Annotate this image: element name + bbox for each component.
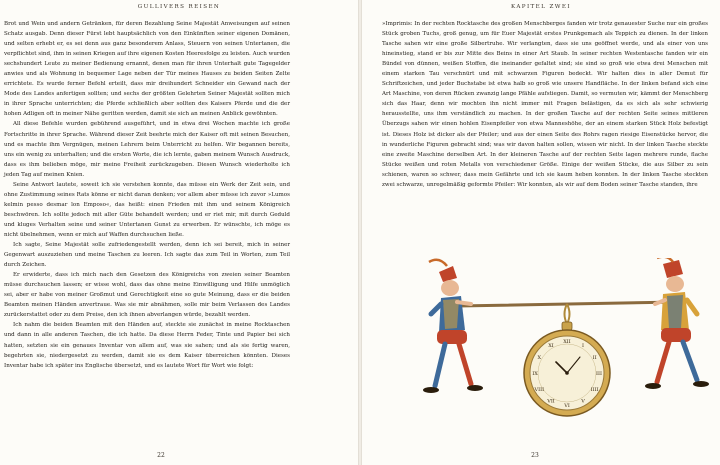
left-carrier-figure — [423, 260, 483, 393]
paragraph: Seine Antwort lautete, soweit ich sie verstehen konnte, das müsse ein Werk der Zeit sein, und ohne Zustimmung seines Rats könne er nicht daran denken; vor allem aber müsse ich zuvor »Lumos kelmin pesso desmar lon Emposo«, das heißt: einen Frieden mit ihm und seinem Königreich beschwören. Ich sollte jedoch mit aller Güte behandelt werden; und er riet mir, mit durch Geduld und kluges Verhalten seine und seiner Untertanen Gunst zu erwerben. Er wünschte, ich möge es nicht übelnehmen, wenn er mich auf Waffen durchsuchen ließe. — [4, 181, 290, 238]
right-page-text — [382, 19, 708, 190]
clock-numeral: III — [596, 370, 602, 377]
clock-numeral: VIII — [534, 386, 545, 393]
right-page — [362, 0, 720, 465]
paragraph: Ich sagte, Seine Majestät solle zufriedengestellt werden, denn ich sei bereit, mich in seiner Gegenwart auszuziehen und meine Taschen zu leeren. Ich sagte das zum Teil in Worten, zum Teil durch Zeichen. — [4, 242, 290, 269]
clock-numeral: V — [581, 398, 585, 405]
illustration-lilliputians-carrying-watch — [417, 258, 717, 448]
running-head-right: KAPITEL ZWEI — [510, 4, 571, 10]
left-page — [0, 0, 358, 465]
clock-numeral: X — [537, 354, 542, 361]
pocket-watch — [524, 304, 610, 416]
clock-numeral: XI — [548, 343, 554, 350]
clock-numeral: XII — [563, 338, 571, 345]
clock-numeral: VII — [547, 398, 555, 405]
right-carrier-figure — [645, 258, 709, 389]
clock-numeral: I — [582, 343, 584, 350]
paragraph: »Imprimis: In der rechten Rocktasche des großen Menschberges fanden wir trotz genauester Suche nur ein großes Stück groben Tuchs, groß genug, um für Euer Majestät erstes Prunkgemach als Teppich zu dienen. In der linken Tasche sahen wir eine große Silbertruhe. Wir verlangten, dass sie uns geöffnet werde, und als einer von uns hineinstieg, stand er bis zur Mitte des Beins in einer Art Staub. In seiner rechten Westentasche fanden wir ein Bündel von dünnen, weißen Stoffen, die ineinander gefaltet sind; sie sind so groß wie etwa drei Menschen mit einem starken Tau verschnürt und mit schwarzen Figuren bedeckt. Wir halten dies in aller Demut für Schriftzeichen, und jeder Buchstabe ist etwa halb so groß wie unsere Handfläche. In der linken befand sich eine Art Maschine, von deren Rücken zwanzig lange Pfähle aufstiegen. Damit, so vermuten wir, kämmt der Menschberg sich das Haar, denn wir mochten ihn nicht immer mit Fragen belästigen, da es sich als sehr schwierig herausstellte, uns ihm verständlich zu machen. In der großen Tasche auf der rechten Seite seines mittleren Überzugs sahen wir einen hohlen Eisenpfeiler von etwa Manneshöhe, der an einem starken Stück Holz befestigt ist. Dieses Holz ist dicker als der Pfeiler; und aus der einen Seite des Rohrs ragen riesige Eisenstücke hervor, die in wunderliche Figuren gebracht sind; was wir davon halten sollen, wissen wir nicht. In der linken Tasche steckte eine zweite Maschine derselben Art. In der kleineren Tasche auf der rechten Seite lagen mehrere runde, flache Stücke weißen und roten Metalls von verschiedener Größe. Einige der weißen Stücke, die aus Silber zu sein schienen, waren so schwer, dass mein Gefährte und ich sie kaum heben konnten. In der linken Tasche steckten zwei schwarze, unregelmäßig geformte Pfeiler: Wir konnten, als wir auf dem Boden seiner Tasche standen, ihre — [382, 21, 708, 188]
clock-numeral: VI — [564, 402, 570, 409]
paragraph: Er erwiderte, dass ich mich nach den Gesetzen des Königreichs von zweien seiner Beamten müsse durchsuchen lassen; er wisse wohl, dass das ohne meine Einwilligung und Hilfe unmöglich sei, aber er habe von meiner Großmut und Gerechtigkeit eine so gute Meinung, dass er die beiden Beamten meinen Händen anvertraue. Was sie mir abnähmen, solle mir beim Verlassen des Landes zurückerstattet oder zu dem Preise, den ich ihnen abverlangen würde, bezahlt werden. — [4, 272, 290, 319]
clock-numeral: IX — [532, 370, 538, 377]
left-page-text — [4, 19, 290, 371]
running-head-left: GULLIVERS REISEN — [137, 4, 221, 10]
paragraph: All diese Befehle wurden gebührend ausgeführt, und in etwa drei Wochen machte ich große Fortschritte in ihrer Sprache. Während dieser Zeit beehrte mich der Kaiser oft mit seinen Besuchen, und es machte ihm Vergnügen, meinen Lehrern beim Unterricht zu helfen. Wir begannen bereits, uns ein wenig zu unterhalten; und die ersten Worte, die ich lernte, gaben meinem Wunsch Ausdruck, dass es ihm belieben möge, mir meine Freiheit zurückzugeben. Diesen Wunsch wiederholte ich jeden Tag auf meinen Knien. — [4, 121, 290, 178]
paragraph: Brot und Wein und andern Getränken, für deren Bezahlung Seine Majestät Anweisungen auf seinen Schatz ausgab. Denn dieser Fürst lebt hauptsächlich von den Einkünften seiner eigenen Domänen, und selten erhebt er, es sei denn aus ganz besonderem Anlass, Steuern von seinen Untertanen, die verpflichtet sind, ihm in seinen Kriegen auf ihre eigenen Kosten Heeresfolge zu leisten. Auch wurden sechshundert Leute zu meiner Bedienung ernannt, denen man für ihren Unterhalt gute Tagegelder anwies und als Wohnung in bequemer Lage neben der Tür meines Hauses zu beiden Seiten Zelte errichtete. Es wurde ferner Befehl erteilt, dass mir dreihundert Schneider ein Gewand nach der Mode des Landes anfertigen sollten; und sechs der größten Gelehrten Seiner Majestät sollten mich in ihrer Sprache unterrichten; die Pferde schließlich aber sollten des Kaisers Pferde und die der hohen Adligen oft in meiner Nähe geritten werden, damit sie sich an meinen Anblick gewöhnten. — [4, 21, 290, 118]
clock-numeral: IIII — [590, 386, 599, 393]
clock-numeral: II — [592, 354, 597, 361]
paragraph: Ich nahm die beiden Beamten mit den Händen auf, steckte sie zunächst in meine Rocktaschen und dann in alle anderen Taschen, die ich hatte. Da diese Herrn Feder, Tinte und Papier bei sich hatten, setzten sie ein genaues Inventar von allem auf, was sie sahen; und als sie fertig waren, begehrten sie, niedergesetzt zu werden, damit sie es dem Kaiser überreichen könnten. Dieses Inventar habe ich später ins Englische übersetzt, und es lautete Wort für Wort wie folgt: — [4, 322, 290, 369]
page-number-left: 22 — [157, 452, 165, 459]
page-number-right: 23 — [531, 452, 539, 459]
